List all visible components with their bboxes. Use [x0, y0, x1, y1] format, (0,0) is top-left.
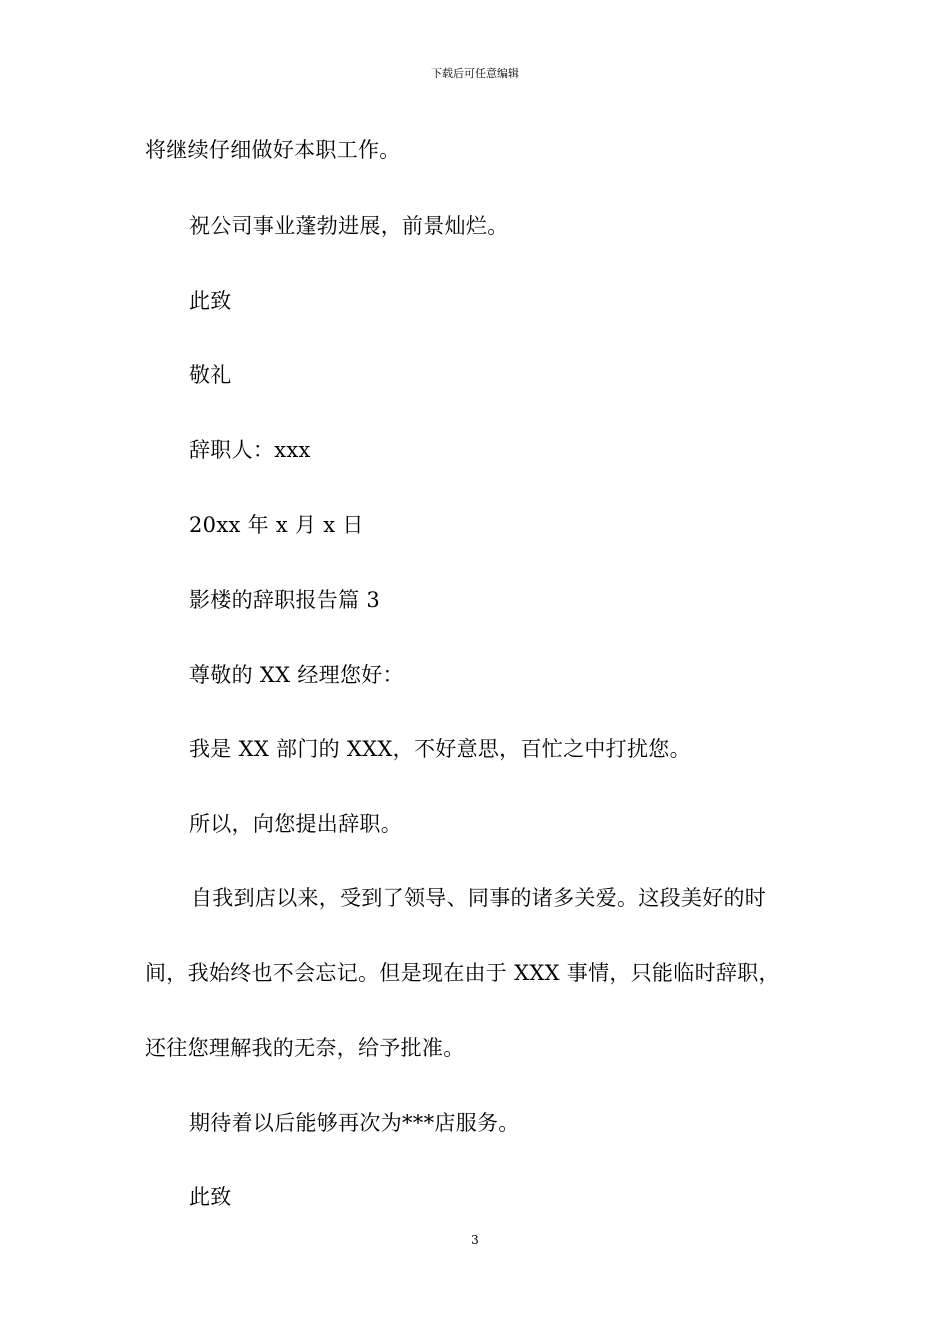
paragraph-line: 辞职人：xxx — [189, 438, 311, 462]
paragraph-line: 祝公司事业蓬勃进展，前景灿烂。 — [189, 214, 509, 238]
paragraph-line: 此致 — [189, 289, 232, 313]
paragraph-line: 影楼的辞职报告篇 3 — [189, 588, 381, 612]
page-header: 下载后可任意编辑 — [431, 67, 519, 80]
paragraph-line: 将继续仔细做好本职工作。 — [145, 138, 401, 162]
paragraph-line: 期待着以后能够再次为***店服务。 — [189, 1111, 520, 1135]
paragraph-line: 敬礼 — [189, 363, 232, 387]
page-number: 3 — [471, 1233, 479, 1247]
paragraph-line: 20xx 年 x 月 x 日 — [189, 513, 364, 537]
paragraph-line: 间，我始终也不会忘记。但是现在由于 XXX 事情，只能临时辞职， — [145, 961, 780, 985]
paragraph-line: 所以，向您提出辞职。 — [189, 812, 402, 836]
paragraph-line: 还往您理解我的无奈，给予批准。 — [145, 1036, 465, 1060]
paragraph-line: 我是 XX 部门的 XXX，不好意思，百忙之中打扰您。 — [189, 737, 691, 761]
paragraph-line: 自我到店以来，受到了领导、同事的诸多关爱。这段美好的时 — [191, 886, 767, 910]
paragraph-line: 尊敬的 XX 经理您好： — [189, 663, 404, 687]
paragraph-line: 此致 — [189, 1185, 232, 1209]
